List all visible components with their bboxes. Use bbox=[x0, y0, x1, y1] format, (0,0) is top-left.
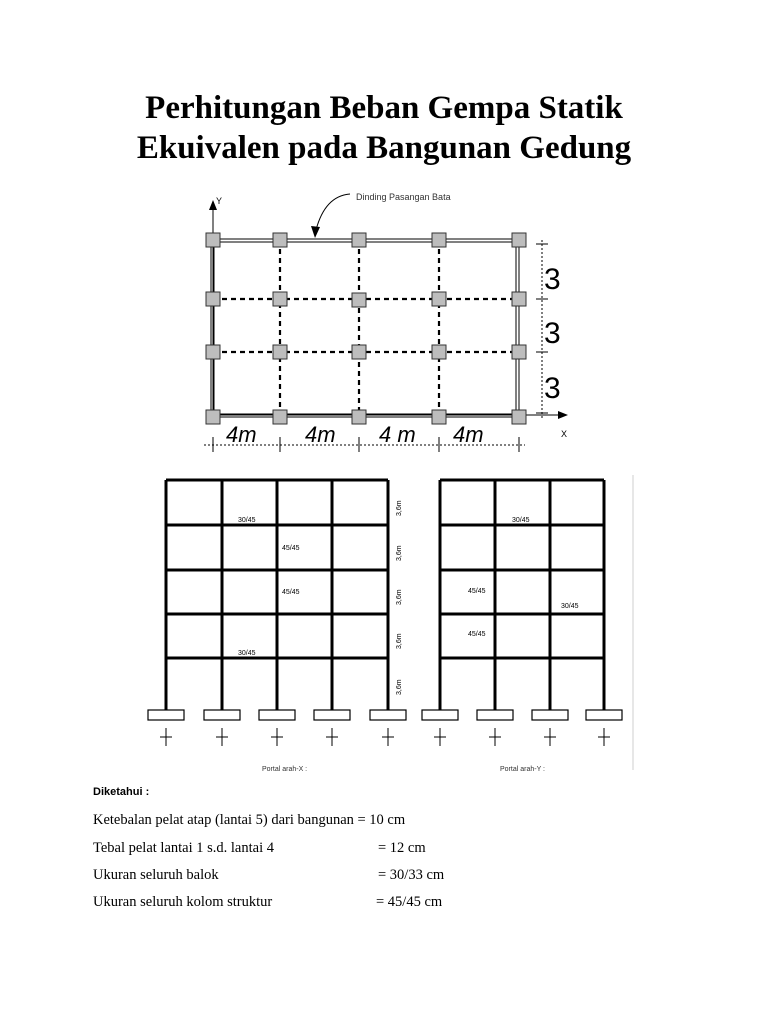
known-item-1 bbox=[93, 812, 405, 829]
column-block bbox=[273, 345, 287, 359]
known-item-4 bbox=[93, 894, 443, 911]
column-block bbox=[273, 233, 287, 247]
known-item-3-text: Ukuran seluruh balok bbox=[93, 867, 219, 883]
footing bbox=[314, 710, 350, 720]
column-block bbox=[273, 292, 287, 306]
column-block bbox=[273, 410, 287, 424]
title-line-1: Perhitungan Beban Gempa Statik bbox=[145, 90, 623, 126]
known-item-1-text: Ketebalan pelat atap (lantai 5) dari bangunan = 10 cm bbox=[93, 812, 406, 828]
portal-x-frame bbox=[166, 480, 388, 710]
footing bbox=[586, 710, 622, 720]
column-block bbox=[206, 233, 220, 247]
footing bbox=[148, 710, 184, 720]
portal-y-column-label-2: 45/45 bbox=[468, 631, 486, 638]
wall-label: Dinding Pasangan Bata bbox=[356, 192, 451, 202]
column-block bbox=[206, 345, 220, 359]
plan-columns bbox=[206, 233, 526, 424]
known-item-3 bbox=[93, 867, 445, 884]
wall-pointer-arrowhead bbox=[311, 226, 320, 238]
bay-y-label-1: 3 bbox=[544, 263, 561, 296]
x-axis-label: X bbox=[561, 429, 568, 439]
known-item-4-value: = 45/45 cm bbox=[376, 894, 443, 910]
portal-y-caption: Portal arah-Y : bbox=[500, 766, 546, 773]
footing bbox=[204, 710, 240, 720]
column-block bbox=[512, 345, 526, 359]
interior-beams bbox=[213, 240, 519, 417]
storey-height-label-3: 3,6m bbox=[396, 589, 403, 605]
grid-markers bbox=[160, 728, 610, 746]
known-item-4-text: Ukuran seluruh kolom struktur bbox=[93, 894, 273, 910]
portal-y-frame bbox=[440, 480, 604, 710]
portal-x-beam-label-1: 30/45 bbox=[238, 517, 256, 524]
x-axis-arrowhead bbox=[558, 411, 568, 419]
bay-x-label-1: 4m bbox=[226, 422, 257, 447]
column-block bbox=[512, 292, 526, 306]
column-block bbox=[432, 345, 446, 359]
storey-height-label-5: 3,6m bbox=[396, 500, 403, 516]
footings bbox=[148, 710, 622, 720]
bay-y-label-2: 3 bbox=[544, 317, 561, 350]
known-item-3-value: = 30/33 cm bbox=[378, 867, 445, 883]
portal-y-beam-label-2: 30/45 bbox=[561, 603, 579, 610]
storey-height-label-4: 3,6m bbox=[396, 545, 403, 561]
column-block bbox=[512, 233, 526, 247]
portal-x-column-label-1: 45/45 bbox=[282, 545, 300, 552]
column-block bbox=[352, 410, 366, 424]
column-block bbox=[432, 292, 446, 306]
column-block bbox=[352, 293, 366, 307]
portal-x-column-label-2: 45/45 bbox=[282, 589, 300, 596]
portal-x-beam-label-2: 30/45 bbox=[238, 650, 256, 657]
bay-x-label-4: 4m bbox=[453, 422, 484, 447]
storey-height-label-2: 3,6m bbox=[396, 633, 403, 649]
known-item-2-text: Tebal pelat lantai 1 s.d. lantai 4 bbox=[93, 840, 274, 856]
column-block bbox=[432, 233, 446, 247]
bay-x-label-3: 4 m bbox=[379, 422, 416, 447]
portal-frames-drawing bbox=[140, 470, 636, 775]
portal-y-beam-label-1: 30/45 bbox=[512, 517, 530, 524]
wall-pointer bbox=[316, 194, 350, 230]
outer-walls bbox=[211, 239, 519, 417]
column-block bbox=[206, 292, 220, 306]
portal-x-caption: Portal arah-X : bbox=[262, 766, 308, 773]
footing bbox=[370, 710, 406, 720]
column-block bbox=[352, 233, 366, 247]
known-item-2 bbox=[93, 840, 426, 857]
title-line-2: Ekuivalen pada Bangunan Gedung bbox=[136, 130, 632, 166]
column-block bbox=[432, 410, 446, 424]
footing bbox=[477, 710, 513, 720]
footing bbox=[259, 710, 295, 720]
column-block bbox=[352, 345, 366, 359]
footing bbox=[532, 710, 568, 720]
page-title bbox=[0, 88, 768, 168]
known-item-2-value: = 12 cm bbox=[378, 840, 426, 856]
floor-plan-drawing bbox=[180, 190, 572, 467]
column-block bbox=[512, 410, 526, 424]
portal-y-column-label-1: 45/45 bbox=[468, 588, 486, 595]
known-label: Diketahui : bbox=[93, 786, 150, 798]
bay-y-label-3: 3 bbox=[544, 372, 561, 405]
footing bbox=[422, 710, 458, 720]
bay-x-label-2: 4m bbox=[305, 422, 336, 447]
y-axis-label: Y bbox=[216, 196, 223, 206]
storey-height-label-1: 3,6m bbox=[396, 679, 403, 695]
column-block bbox=[206, 410, 220, 424]
